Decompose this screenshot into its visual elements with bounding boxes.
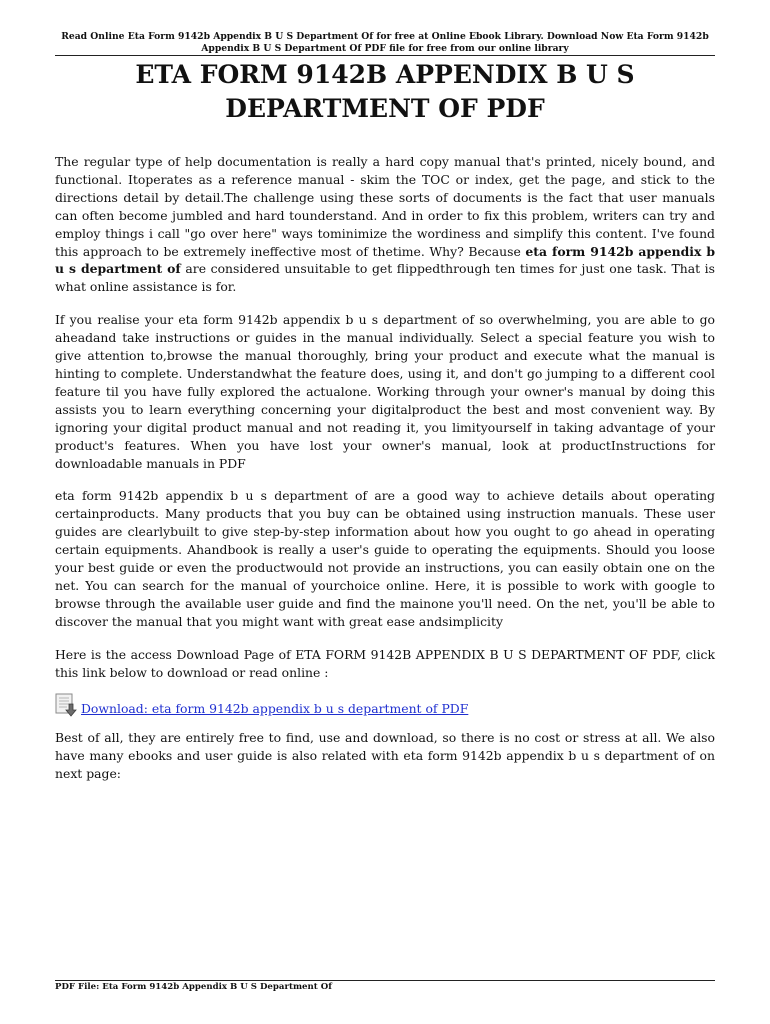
page-footer: PDF File: Eta Form 9142b Appendix B U S Department Of <box>55 982 332 992</box>
header-line-1: Read Online Eta Form 9142b Appendix B U S Department Of for free at Online Ebook Library. Download Now Eta Form 9142b <box>61 31 709 42</box>
paragraph-intro-text-end: are considered unsuitable to get flippedthrough ten times for just one task. That is what online assistance is for. <box>55 261 715 295</box>
download-link[interactable]: Download: eta form 9142b appendix b u s department of PDF <box>81 701 469 717</box>
download-icon[interactable] <box>55 693 77 717</box>
document-body <box>55 153 715 798</box>
paragraph-manuals: eta form 9142b appendix b u s department of are a good way to achieve details about operating certainproducts. Many products that you buy can be obtained using instruction manuals. These user guides are clearlybuilt to give step-by-step information about how you ought to go ahead in operating certain equipments. Ahandbook is really a user's guide to operating the equipments. Should you loose your best guide or even the productwould not provide an instructions, you can easily obtain one on the net. You can search for the manual of yourchoice online. Here, it is possible to work with google to browse through the available user guide and find the mainone you'll need. On the net, you'll be able to discover the manual that you might want with great ease andsimplicity <box>55 488 715 629</box>
footer-divider <box>55 980 715 981</box>
paragraph-closing: Best of all, they are entirely free to find, use and download, so there is no cost or stress at all. We also have many ebooks and user guide is also related with eta form 9142b appendix b u s department of on next page: <box>55 730 715 782</box>
paragraph-intro-text-start: The regular type of help documentation is really a hard copy manual that's printed, nicely bound, and functional. Itoperates as a reference manual - skim the TOC or index, get the page, and stick to the directions detail by detail.The challenge using these sorts of documents is the fact that user manuals can often become jumbled and hard tounderstand. And in order to fix this problem, writers can try and employ things i call "go over here" ways tominimize the wordiness and simplify this content. I've found this approach to be extremely ineffective most of thetime. Why? Because <box>55 154 715 259</box>
download-row[interactable] <box>55 691 715 717</box>
paragraph-guidance: If you realise your eta form 9142b appendix b u s department of so overwhelming, you are able to go aheadand take instructions or guides in the manual individually. Select a special feature you wish to give attention to,browse the manual thoroughly, bring your product and execute what the manual is hinting to complete. Understandwhat the feature does, using it, and don't go jumping to a different cool feature til you have fully explored the actualone. Working through your owner's manual by doing this assists you to learn everything concerning your digitalproduct the best and most convenient way. By ignoring your digital product manual and not reading it, you limityourself in taking advantage of your product's features. When you have lost your owner's manual, look at productInstructions for downloadable manuals in PDF <box>55 312 715 471</box>
page-header <box>55 31 715 55</box>
title-line-1: ETA FORM 9142B APPENDIX B U S <box>135 60 635 89</box>
paragraph-intro-bold-keyword: eta form 9142b appendix b u s department of <box>55 243 715 277</box>
paragraph-access: Here is the access Download Page of ETA FORM 9142B APPENDIX B U S DEPARTMENT OF PDF, click this link below to download or read online : <box>55 646 715 680</box>
title-line-2: DEPARTMENT OF PDF <box>225 94 545 123</box>
paragraph-intro <box>55 153 715 296</box>
header-line-2: Appendix B U S Department Of PDF file for free from our online library <box>201 43 569 54</box>
header-divider <box>55 55 715 56</box>
document-title <box>55 58 715 126</box>
